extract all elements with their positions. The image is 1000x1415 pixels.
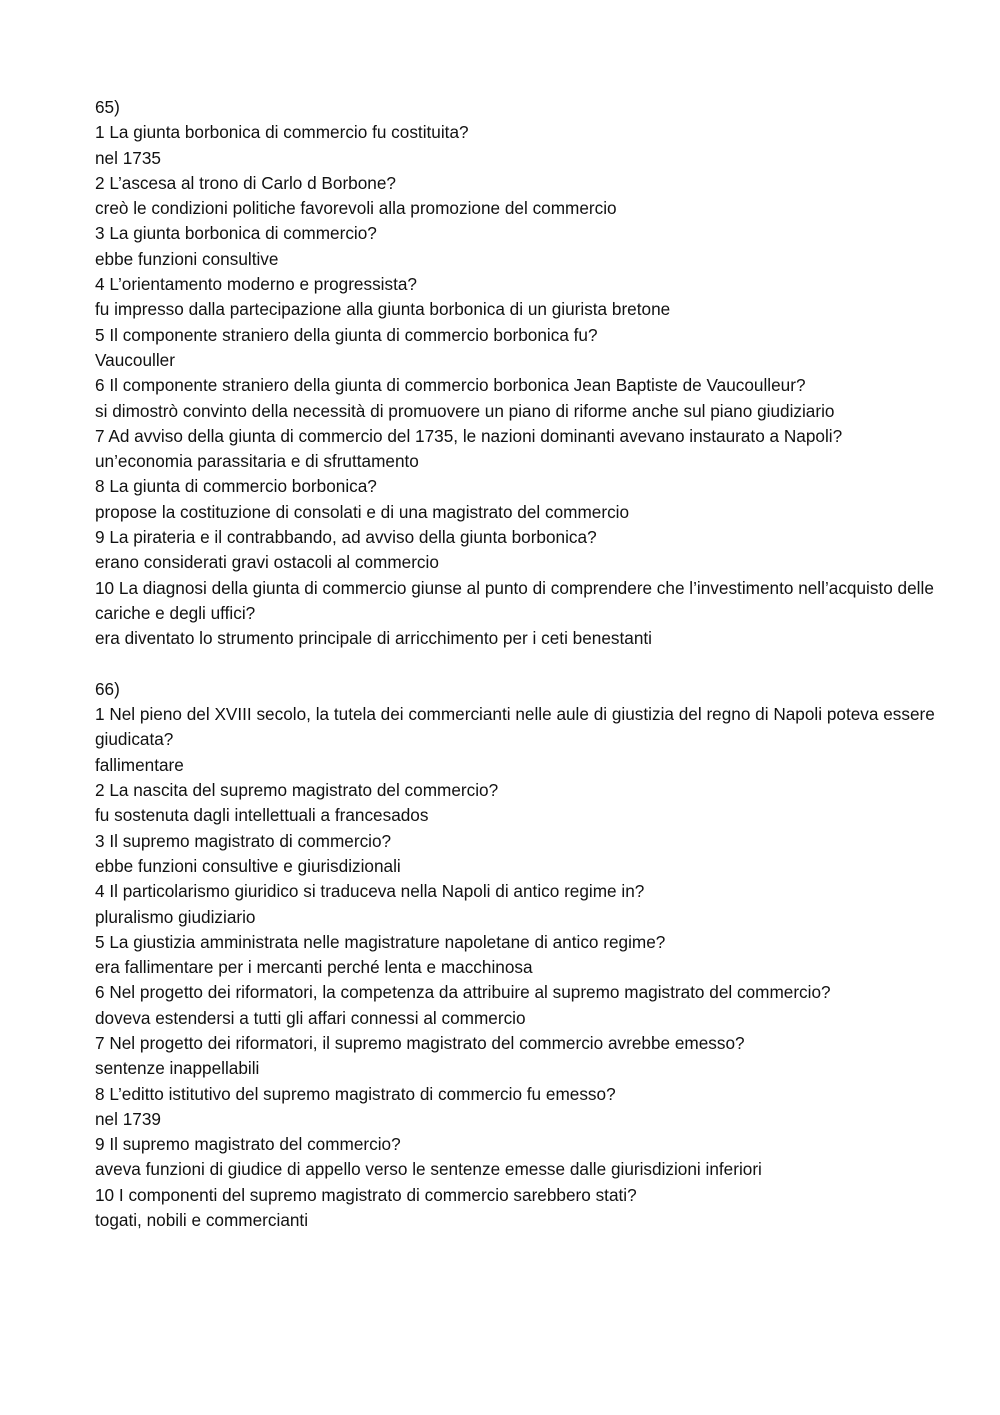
question-text: 6 Il componente straniero della giunta di commercio borbonica Jean Baptiste de Vaucoulleur? (95, 375, 806, 396)
qa-item (95, 221, 975, 272)
question-text: 7 Nel progetto dei riformatori, il supremo magistrato del commercio avrebbe emesso? (95, 1032, 745, 1053)
question-text: 9 Il supremo magistrato del commercio? (95, 1134, 401, 1155)
answer-text: era fallimentare per i mercanti perché lenta e macchinosa (95, 957, 533, 978)
answer-text: doveva estendersi a tutti gli affari connessi al commercio (95, 1007, 526, 1028)
qa-item (95, 120, 975, 171)
question-text: 7 Ad avviso della giunta di commercio del 1735, le nazioni dominanti avevano instaurato a Napoli? (95, 425, 843, 446)
section-65 (95, 95, 975, 652)
qa-item (95, 171, 975, 222)
qa-item (95, 980, 975, 1031)
section-heading: 65) (95, 97, 120, 117)
answer-text: nel 1735 (95, 147, 161, 168)
qa-item (95, 323, 975, 374)
question-text: 4 Il particolarismo giuridico si traduceva nella Napoli di antico regime in? (95, 881, 645, 902)
section-66 (95, 677, 975, 1234)
qa-item (95, 474, 975, 525)
qa-item (95, 1031, 975, 1082)
question-text: 5 Il componente straniero della giunta di commercio borbonica fu? (95, 324, 598, 345)
qa-item (95, 778, 975, 829)
question-text: 2 La nascita del supremo magistrato del commercio? (95, 780, 499, 801)
answer-text: fallimentare (95, 754, 184, 775)
qa-item (95, 702, 975, 778)
answer-text: nel 1739 (95, 1108, 161, 1129)
question-text: 6 Nel progetto dei riformatori, la competenza da attribuire al supremo magistrato del commercio? (95, 982, 831, 1003)
qa-item (95, 1082, 975, 1133)
answer-text: creò le condizioni politiche favorevoli alla promozione del commercio (95, 198, 617, 219)
question-text: 3 Il supremo magistrato di commercio? (95, 830, 392, 851)
question-text: 2 L’ascesa al trono di Carlo d Borbone? (95, 172, 396, 193)
answer-text: propose la costituzione di consolati e di una magistrato del commercio (95, 501, 630, 522)
answer-text: si dimostrò convinto della necessità di promuovere un piano di riforme anche sul piano giudiziario (95, 400, 835, 421)
answer-text: pluralismo giudiziario (95, 906, 256, 927)
answer-text: ebbe funzioni consultive (95, 248, 279, 269)
qa-item (95, 525, 975, 576)
qa-item (95, 424, 975, 475)
question-text: 3 La giunta borbonica di commercio? (95, 223, 377, 244)
question-text: 9 La pirateria e il contrabbando, ad avviso della giunta borbonica? (95, 527, 597, 548)
answer-text: un’economia parassitaria e di sfruttamento (95, 451, 419, 472)
answer-text: ebbe funzioni consultive e giurisdizionali (95, 855, 401, 876)
question-text: 10 I componenti del supremo magistrato di commercio sarebbero stati? (95, 1184, 637, 1205)
answer-text: era diventato lo strumento principale di arricchimento per i ceti benestanti (95, 628, 652, 649)
answer-text: sentenze inappellabili (95, 1058, 260, 1079)
answer-text: Vaucouller (95, 349, 175, 370)
question-text: 1 La giunta borbonica di commercio fu costituita? (95, 122, 469, 143)
qa-item (95, 576, 975, 652)
qa-item (95, 879, 975, 930)
question-text: 1 Nel pieno del XVIII secolo, la tutela dei commercianti nelle aule di giustizia del regno di Napoli poteva essere giudicata? (95, 704, 940, 750)
question-text: 8 La giunta di commercio borbonica? (95, 476, 377, 497)
qa-item (95, 373, 975, 424)
question-text: 5 La giustizia amministrata nelle magistrature napoletane di antico regime? (95, 931, 666, 952)
answer-text: aveva funzioni di giudice di appello verso le sentenze emesse dalle giurisdizioni inferiori (95, 1159, 762, 1180)
answer-text: togati, nobili e commercianti (95, 1210, 309, 1231)
section-heading: 66) (95, 678, 120, 699)
answer-text: erano considerati gravi ostacoli al commercio (95, 552, 439, 573)
qa-item (95, 829, 975, 880)
qa-item (95, 1132, 975, 1183)
document-page (95, 95, 975, 1233)
question-text: 8 L’editto istitutivo del supremo magistrato di commercio fu emesso? (95, 1083, 616, 1104)
qa-item (95, 272, 975, 323)
answer-text: fu sostenuta dagli intellettuali a francesados (95, 805, 429, 826)
question-text: 10 La diagnosi della giunta di commercio giunse al punto di comprendere che l’investimento nell’acquisto delle cariche e degli uffici? (95, 577, 939, 623)
qa-item (95, 1183, 975, 1234)
question-text: 4 L’orientamento moderno e progressista? (95, 274, 417, 295)
qa-item (95, 930, 975, 981)
answer-text: fu impresso dalla partecipazione alla giunta borbonica di un giurista bretone (95, 299, 671, 320)
